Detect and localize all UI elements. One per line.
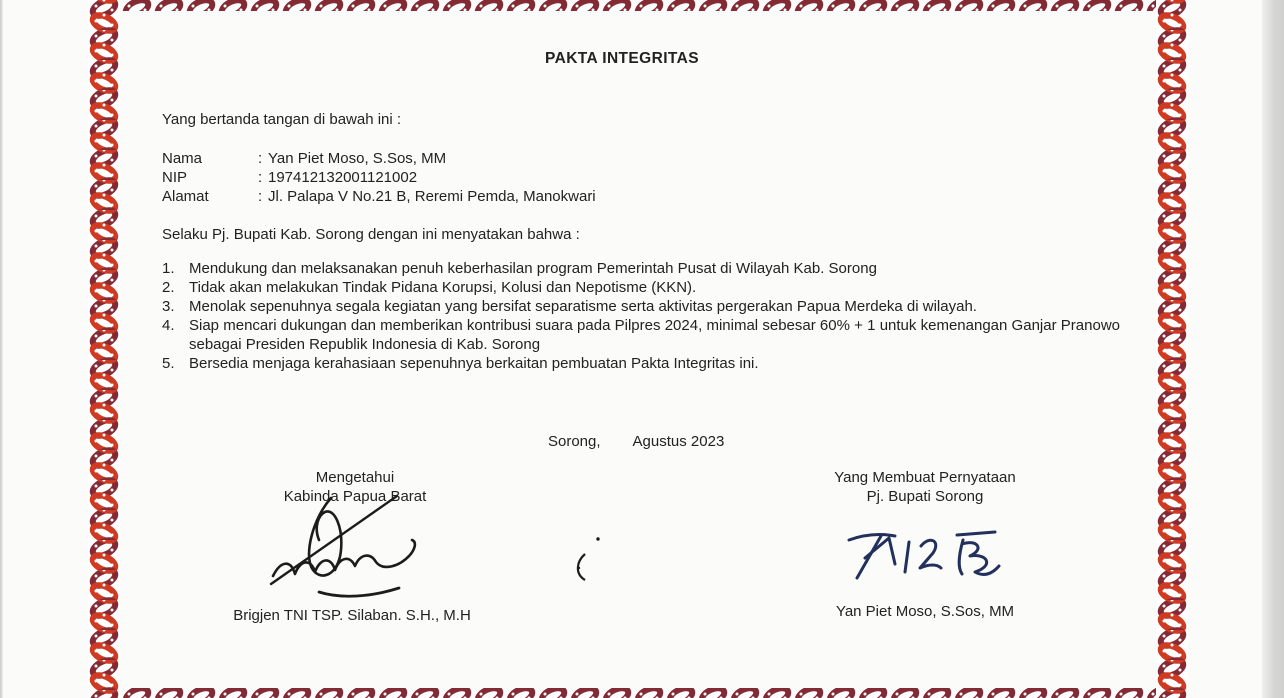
scan-edge-left [0,0,3,698]
field-colon: : [258,169,263,186]
decorative-border-left [88,0,120,698]
field-colon: : [258,150,263,167]
left-signatory-name: Brigjen TNI TSP. Silaban. S.H., M.H [233,607,471,624]
field-value: 197412132001121002 [268,169,418,186]
decorative-border-top [88,0,1188,11]
statement-number: 3. [162,298,175,315]
statement-text: Siap mencari dukungan dan memberikan kontribusi suara pada Pilpres 2024, minimal sebesar 60% + 1 untuk kemenangan Ganjar Pranowo sebagai Presiden Republik Indonesia di Kab. Sorong [189,317,1120,353]
left-handwritten-signature [255,488,455,602]
declaration-lead: Selaku Pj. Bupati Kab. Sorong dengan ini menyatakan bahwa : [162,226,580,243]
statement-list [162,259,1120,373]
field-row-nip [162,168,596,187]
statement-number: 1. [162,260,175,277]
field-label: NIP [162,169,188,186]
decorative-border-bottom [88,688,1188,698]
intro-line: Yang bertanda tangan di bawah ini : [162,111,402,128]
right-signatory-name: Yan Piet Moso, S.Sos, MM [835,603,1015,620]
statement-number: 5. [162,355,175,372]
field-row-nama [162,149,596,168]
left-signatory-role2: Kabinda Papua Barat [283,488,427,505]
field-label: Alamat [162,188,209,205]
field-label: Nama [162,150,203,167]
right-signatory-role2: Pj. Bupati Sorong [866,488,984,505]
scan-edge-right [1262,0,1284,698]
statement-item [162,259,1120,278]
field-value: Yan Piet Moso, S.Sos, MM [268,150,447,167]
right-handwritten-signature [845,524,1005,586]
stray-pen-mark [565,528,615,586]
identity-fields [162,149,596,206]
dateline-city: Sorong, [548,433,601,450]
statement-number: 2. [162,279,175,296]
statement-text: Tidak akan melakukan Tindak Pidana Korupsi, Kolusi dan Nepotisme (KKN). [189,279,697,296]
statement-item [162,297,1120,316]
field-colon: : [258,188,263,205]
dateline-month-year: Agustus 2023 [632,433,725,450]
document-title: PAKTA INTEGRITAS [545,50,699,67]
left-signatory-role1: Mengetahui [315,469,395,486]
statement-text: Mendukung dan melaksanakan penuh keberhasilan program Pemerintah Pusat di Wilayah Kab. Sorong [189,260,877,277]
statement-text: Menolak sepenuhnya segala kegiatan yang bersifat separatisme serta aktivitas pergerakan Papua Merdeka di wilayah. [189,298,977,315]
statement-item [162,316,1120,354]
field-row-alamat [162,187,596,206]
decorative-border-right [1156,0,1188,698]
field-value: Jl. Palapa V No.21 B, Reremi Pemda, Manokwari [268,188,596,205]
statement-item [162,354,1120,373]
statement-item [162,278,1120,297]
dateline [548,432,724,451]
statement-number: 4. [162,317,175,334]
statement-text: Bersedia menjaga kerahasiaan sepenuhnya berkaitan pembuatan Pakta Integritas ini. [189,355,759,372]
right-signatory-header [775,468,1075,506]
right-signatory-role1: Yang Membuat Pernyataan [834,469,1016,486]
